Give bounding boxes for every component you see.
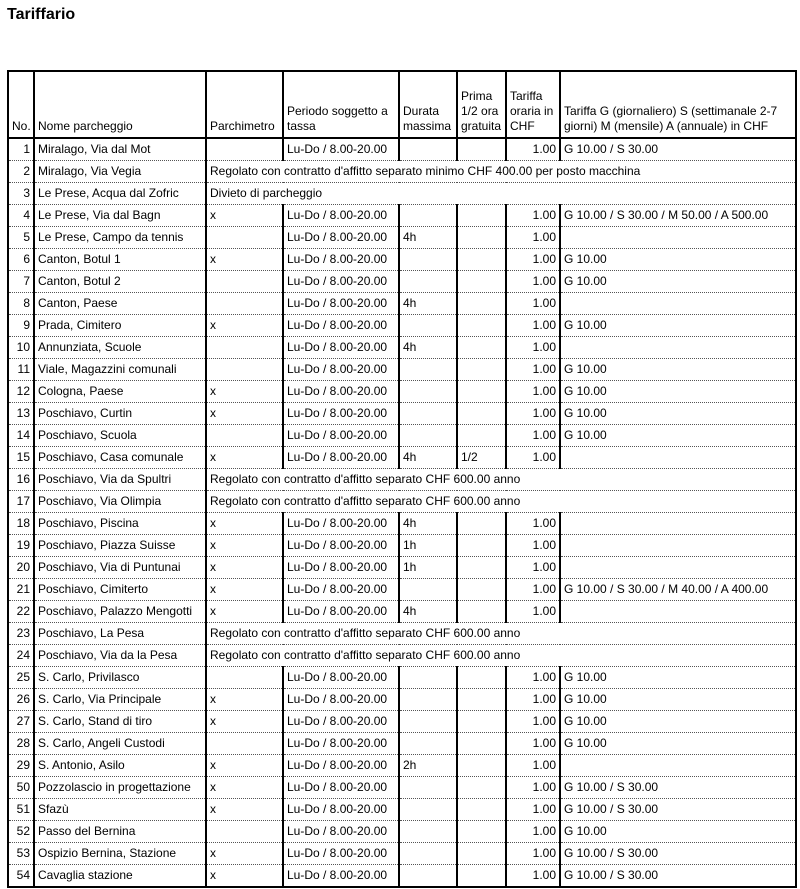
cell-no: 17 xyxy=(8,491,34,513)
cell-nome-parcheggio: Annunziata, Scuole xyxy=(34,337,206,359)
cell-periodo: Lu-Do / 8.00-20.00 xyxy=(283,667,399,689)
cell-tariffa-oraria: 1.00 xyxy=(506,447,560,469)
cell-durata-massima: 4h xyxy=(399,293,457,315)
cell-tariffa-g xyxy=(560,293,796,315)
cell-tariffa-g xyxy=(560,227,796,249)
cell-nome-parcheggio: S. Carlo, Stand di tiro xyxy=(34,711,206,733)
cell-parchimetro: x xyxy=(206,711,283,733)
cell-tariffa-oraria: 1.00 xyxy=(506,711,560,733)
cell-nome-parcheggio: Poschiavo, Piscina xyxy=(34,513,206,535)
cell-tariffa-g xyxy=(560,513,796,535)
cell-tariffa-oraria: 1.00 xyxy=(506,337,560,359)
cell-tariffa-g: G 10.00 / S 30.00 / M 40.00 / A 400.00 xyxy=(560,579,796,601)
cell-no: 27 xyxy=(8,711,34,733)
cell-tariffa-g: G 10.00 xyxy=(560,403,796,425)
cell-prima-mezzora xyxy=(457,249,506,271)
cell-periodo: Lu-Do / 8.00-20.00 xyxy=(283,447,399,469)
cell-periodo: Lu-Do / 8.00-20.00 xyxy=(283,799,399,821)
cell-nome-parcheggio: Passo del Bernina xyxy=(34,821,206,843)
cell-parchimetro: x xyxy=(206,755,283,777)
cell-tariffa-oraria: 1.00 xyxy=(506,293,560,315)
cell-durata-massima: 4h xyxy=(399,447,457,469)
cell-tariffa-g: G 10.00 xyxy=(560,425,796,447)
cell-note: Regolato con contratto d'affitto separato minimo CHF 400.00 per posto macchina xyxy=(206,161,796,183)
cell-no: 14 xyxy=(8,425,34,447)
cell-tariffa-oraria: 1.00 xyxy=(506,381,560,403)
table-row xyxy=(8,425,796,447)
cell-nome-parcheggio: Poschiavo, La Pesa xyxy=(34,623,206,645)
cell-nome-parcheggio: Poschiavo, Via da Spultri xyxy=(34,469,206,491)
cell-nome-parcheggio: Miralago, Via dal Mot xyxy=(34,138,206,161)
cell-tariffa-g: G 10.00 xyxy=(560,667,796,689)
cell-periodo: Lu-Do / 8.00-20.00 xyxy=(283,425,399,447)
cell-no: 54 xyxy=(8,865,34,888)
cell-tariffa-g: G 10.00 / S 30.00 xyxy=(560,138,796,161)
cell-tariffa-g: G 10.00 xyxy=(560,249,796,271)
cell-prima-mezzora xyxy=(457,865,506,888)
cell-no: 28 xyxy=(8,733,34,755)
cell-periodo: Lu-Do / 8.00-20.00 xyxy=(283,337,399,359)
cell-tariffa-oraria: 1.00 xyxy=(506,513,560,535)
table-row xyxy=(8,843,796,865)
table-row xyxy=(8,161,796,183)
cell-parchimetro: x xyxy=(206,865,283,888)
cell-periodo: Lu-Do / 8.00-20.00 xyxy=(283,865,399,888)
cell-tariffa-oraria: 1.00 xyxy=(506,733,560,755)
cell-nome-parcheggio: Poschiavo, Curtin xyxy=(34,403,206,425)
cell-prima-mezzora xyxy=(457,689,506,711)
cell-tariffa-oraria: 1.00 xyxy=(506,403,560,425)
cell-parchimetro xyxy=(206,337,283,359)
cell-no: 10 xyxy=(8,337,34,359)
cell-prima-mezzora xyxy=(457,293,506,315)
cell-periodo: Lu-Do / 8.00-20.00 xyxy=(283,403,399,425)
table-row xyxy=(8,337,796,359)
cell-no: 5 xyxy=(8,227,34,249)
cell-periodo: Lu-Do / 8.00-20.00 xyxy=(283,205,399,227)
cell-prima-mezzora xyxy=(457,337,506,359)
cell-no: 11 xyxy=(8,359,34,381)
cell-nome-parcheggio: Poschiavo, Via Olimpia xyxy=(34,491,206,513)
cell-tariffa-oraria: 1.00 xyxy=(506,777,560,799)
cell-durata-massima xyxy=(399,843,457,865)
cell-prima-mezzora xyxy=(457,667,506,689)
table-row xyxy=(8,601,796,623)
cell-prima-mezzora xyxy=(457,799,506,821)
cell-nome-parcheggio: S. Carlo, Angeli Custodi xyxy=(34,733,206,755)
cell-tariffa-oraria: 1.00 xyxy=(506,227,560,249)
cell-tariffa-oraria: 1.00 xyxy=(506,271,560,293)
cell-durata-massima xyxy=(399,865,457,888)
cell-note: Regolato con contratto d'affitto separato CHF 600.00 anno xyxy=(206,491,796,513)
cell-prima-mezzora xyxy=(457,755,506,777)
cell-durata-massima xyxy=(399,425,457,447)
cell-durata-massima xyxy=(399,249,457,271)
cell-no: 19 xyxy=(8,535,34,557)
cell-tariffa-g: G 10.00 xyxy=(560,381,796,403)
cell-periodo: Lu-Do / 8.00-20.00 xyxy=(283,689,399,711)
table-row xyxy=(8,755,796,777)
col-header-nome-parcheggio: Nome parcheggio xyxy=(34,71,206,138)
cell-tariffa-oraria: 1.00 xyxy=(506,755,560,777)
cell-no: 51 xyxy=(8,799,34,821)
cell-no: 22 xyxy=(8,601,34,623)
cell-tariffa-g xyxy=(560,601,796,623)
cell-note: Regolato con contratto d'affitto separato CHF 600.00 anno xyxy=(206,623,796,645)
cell-prima-mezzora xyxy=(457,821,506,843)
cell-tariffa-g: G 10.00 xyxy=(560,315,796,337)
table-row xyxy=(8,381,796,403)
table-row xyxy=(8,865,796,888)
cell-tariffa-oraria: 1.00 xyxy=(506,667,560,689)
cell-nome-parcheggio: Le Prese, Campo da tennis xyxy=(34,227,206,249)
cell-nome-parcheggio: S. Carlo, Privilasco xyxy=(34,667,206,689)
cell-no: 23 xyxy=(8,623,34,645)
table-row xyxy=(8,359,796,381)
cell-nome-parcheggio: Cavaglia stazione xyxy=(34,865,206,888)
cell-prima-mezzora xyxy=(457,403,506,425)
cell-durata-massima: 2h xyxy=(399,755,457,777)
cell-parchimetro: x xyxy=(206,381,283,403)
cell-no: 20 xyxy=(8,557,34,579)
table-row xyxy=(8,557,796,579)
cell-durata-massima xyxy=(399,315,457,337)
cell-nome-parcheggio: Le Prese, Acqua dal Zofric xyxy=(34,183,206,205)
cell-nome-parcheggio: Miralago, Via Vegia xyxy=(34,161,206,183)
cell-parchimetro: x xyxy=(206,205,283,227)
cell-tariffa-g: G 10.00 xyxy=(560,271,796,293)
cell-tariffa-oraria: 1.00 xyxy=(506,579,560,601)
cell-periodo: Lu-Do / 8.00-20.00 xyxy=(283,138,399,161)
cell-prima-mezzora xyxy=(457,535,506,557)
cell-prima-mezzora xyxy=(457,601,506,623)
cell-tariffa-g: G 10.00 / S 30.00 / M 50.00 / A 500.00 xyxy=(560,205,796,227)
cell-periodo: Lu-Do / 8.00-20.00 xyxy=(283,755,399,777)
cell-nome-parcheggio: Le Prese, Via dal Bagn xyxy=(34,205,206,227)
cell-tariffa-g: G 10.00 xyxy=(560,733,796,755)
cell-tariffa-oraria: 1.00 xyxy=(506,535,560,557)
cell-prima-mezzora xyxy=(457,227,506,249)
cell-parchimetro: x xyxy=(206,513,283,535)
cell-periodo: Lu-Do / 8.00-20.00 xyxy=(283,381,399,403)
cell-no: 4 xyxy=(8,205,34,227)
cell-durata-massima: 1h xyxy=(399,535,457,557)
cell-durata-massima xyxy=(399,359,457,381)
cell-durata-massima xyxy=(399,777,457,799)
cell-no: 50 xyxy=(8,777,34,799)
cell-parchimetro xyxy=(206,667,283,689)
cell-tariffa-g: G 10.00 xyxy=(560,711,796,733)
cell-periodo: Lu-Do / 8.00-20.00 xyxy=(283,293,399,315)
cell-parchimetro: x xyxy=(206,843,283,865)
cell-prima-mezzora xyxy=(457,843,506,865)
cell-no: 7 xyxy=(8,271,34,293)
cell-nome-parcheggio: Poschiavo, Casa comunale xyxy=(34,447,206,469)
cell-prima-mezzora xyxy=(457,315,506,337)
cell-no: 52 xyxy=(8,821,34,843)
cell-nome-parcheggio: Poschiavo, Via da la Pesa xyxy=(34,645,206,667)
cell-periodo: Lu-Do / 8.00-20.00 xyxy=(283,227,399,249)
cell-parchimetro xyxy=(206,425,283,447)
cell-periodo: Lu-Do / 8.00-20.00 xyxy=(283,557,399,579)
cell-durata-massima xyxy=(399,689,457,711)
cell-no: 53 xyxy=(8,843,34,865)
cell-note: Divieto di parcheggio xyxy=(206,183,796,205)
cell-periodo: Lu-Do / 8.00-20.00 xyxy=(283,821,399,843)
cell-tariffa-oraria: 1.00 xyxy=(506,689,560,711)
cell-parchimetro: x xyxy=(206,249,283,271)
cell-tariffa-oraria: 1.00 xyxy=(506,557,560,579)
cell-nome-parcheggio: Poschiavo, Via di Puntunai xyxy=(34,557,206,579)
cell-prima-mezzora xyxy=(457,359,506,381)
cell-nome-parcheggio: Poschiavo, Scuola xyxy=(34,425,206,447)
cell-periodo: Lu-Do / 8.00-20.00 xyxy=(283,777,399,799)
cell-tariffa-oraria: 1.00 xyxy=(506,821,560,843)
cell-tariffa-oraria: 1.00 xyxy=(506,601,560,623)
cell-parchimetro: x xyxy=(206,579,283,601)
cell-tariffa-g xyxy=(560,337,796,359)
cell-durata-massima: 4h xyxy=(399,601,457,623)
cell-parchimetro: x xyxy=(206,403,283,425)
cell-no: 2 xyxy=(8,161,34,183)
cell-no: 29 xyxy=(8,755,34,777)
tariff-table-body xyxy=(8,138,796,887)
table-row xyxy=(8,733,796,755)
cell-nome-parcheggio: Viale, Magazzini comunali xyxy=(34,359,206,381)
cell-nome-parcheggio: Poschiavo, Palazzo Mengotti xyxy=(34,601,206,623)
cell-prima-mezzora xyxy=(457,733,506,755)
table-row xyxy=(8,271,796,293)
cell-prima-mezzora xyxy=(457,205,506,227)
table-row xyxy=(8,821,796,843)
table-row xyxy=(8,315,796,337)
cell-tariffa-oraria: 1.00 xyxy=(506,799,560,821)
cell-durata-massima xyxy=(399,579,457,601)
cell-prima-mezzora xyxy=(457,557,506,579)
table-row xyxy=(8,579,796,601)
cell-periodo: Lu-Do / 8.00-20.00 xyxy=(283,315,399,337)
table-row xyxy=(8,469,796,491)
page-title: Tariffario xyxy=(7,6,76,23)
cell-periodo: Lu-Do / 8.00-20.00 xyxy=(283,579,399,601)
cell-no: 16 xyxy=(8,469,34,491)
cell-tariffa-g: G 10.00 xyxy=(560,689,796,711)
cell-durata-massima xyxy=(399,205,457,227)
cell-no: 8 xyxy=(8,293,34,315)
cell-no: 1 xyxy=(8,138,34,161)
cell-periodo: Lu-Do / 8.00-20.00 xyxy=(283,601,399,623)
cell-periodo: Lu-Do / 8.00-20.00 xyxy=(283,535,399,557)
table-row xyxy=(8,513,796,535)
cell-parchimetro: x xyxy=(206,557,283,579)
cell-prima-mezzora xyxy=(457,271,506,293)
cell-tariffa-oraria: 1.00 xyxy=(506,249,560,271)
cell-no: 15 xyxy=(8,447,34,469)
table-row xyxy=(8,623,796,645)
cell-nome-parcheggio: Prada, Cimitero xyxy=(34,315,206,337)
cell-no: 13 xyxy=(8,403,34,425)
cell-note: Regolato con contratto d'affitto separato CHF 600.00 anno xyxy=(206,645,796,667)
table-row xyxy=(8,293,796,315)
cell-tariffa-g: G 10.00 / S 30.00 xyxy=(560,865,796,888)
cell-periodo: Lu-Do / 8.00-20.00 xyxy=(283,711,399,733)
cell-nome-parcheggio: Ospizio Bernina, Stazione xyxy=(34,843,206,865)
cell-nome-parcheggio: Canton, Paese xyxy=(34,293,206,315)
cell-parchimetro: x xyxy=(206,447,283,469)
cell-tariffa-oraria: 1.00 xyxy=(506,205,560,227)
col-header-tariffa-g: Tariffa G (giornaliero) S (settimanale 2-7 giorni) M (mensile) A (annuale) in CHF xyxy=(560,71,796,138)
tariff-table-header xyxy=(8,71,796,138)
cell-no: 25 xyxy=(8,667,34,689)
cell-prima-mezzora xyxy=(457,579,506,601)
table-row xyxy=(8,205,796,227)
cell-no: 12 xyxy=(8,381,34,403)
col-header-durata-massima: Durata massima xyxy=(399,71,457,138)
col-header-prima-mezzora: Prima 1/2 ora gratuita xyxy=(457,71,506,138)
cell-nome-parcheggio: Canton, Botul 1 xyxy=(34,249,206,271)
cell-nome-parcheggio: Pozzolascio in progettazione xyxy=(34,777,206,799)
cell-tariffa-g xyxy=(560,447,796,469)
cell-tariffa-oraria: 1.00 xyxy=(506,425,560,447)
col-header-no: No. xyxy=(8,71,34,138)
table-row xyxy=(8,227,796,249)
cell-periodo: Lu-Do / 8.00-20.00 xyxy=(283,359,399,381)
cell-durata-massima: 1h xyxy=(399,557,457,579)
cell-prima-mezzora: 1/2 xyxy=(457,447,506,469)
cell-durata-massima: 4h xyxy=(399,227,457,249)
table-row xyxy=(8,799,796,821)
cell-periodo: Lu-Do / 8.00-20.00 xyxy=(283,733,399,755)
cell-tariffa-g xyxy=(560,557,796,579)
table-row xyxy=(8,183,796,205)
table-row xyxy=(8,138,796,161)
cell-prima-mezzora xyxy=(457,381,506,403)
table-row xyxy=(8,645,796,667)
cell-durata-massima xyxy=(399,711,457,733)
cell-durata-massima xyxy=(399,821,457,843)
cell-prima-mezzora xyxy=(457,777,506,799)
cell-parchimetro xyxy=(206,293,283,315)
cell-prima-mezzora xyxy=(457,513,506,535)
cell-parchimetro xyxy=(206,359,283,381)
cell-no: 24 xyxy=(8,645,34,667)
cell-parchimetro xyxy=(206,733,283,755)
cell-tariffa-g xyxy=(560,535,796,557)
col-header-periodo: Periodo soggetto a tassa xyxy=(283,71,399,138)
table-row xyxy=(8,249,796,271)
header-row xyxy=(8,71,796,138)
cell-nome-parcheggio: Poschiavo, Piazza Suisse xyxy=(34,535,206,557)
cell-tariffa-g: G 10.00 xyxy=(560,359,796,381)
cell-parchimetro xyxy=(206,271,283,293)
cell-durata-massima xyxy=(399,799,457,821)
cell-prima-mezzora xyxy=(457,425,506,447)
cell-no: 18 xyxy=(8,513,34,535)
cell-no: 21 xyxy=(8,579,34,601)
cell-periodo: Lu-Do / 8.00-20.00 xyxy=(283,249,399,271)
table-row xyxy=(8,711,796,733)
cell-prima-mezzora xyxy=(457,138,506,161)
cell-periodo: Lu-Do / 8.00-20.00 xyxy=(283,271,399,293)
table-row xyxy=(8,689,796,711)
cell-parchimetro: x xyxy=(206,535,283,557)
cell-prima-mezzora xyxy=(457,711,506,733)
table-row xyxy=(8,447,796,469)
cell-nome-parcheggio: Canton, Botul 2 xyxy=(34,271,206,293)
table-row xyxy=(8,535,796,557)
cell-tariffa-oraria: 1.00 xyxy=(506,315,560,337)
table-row xyxy=(8,491,796,513)
cell-parchimetro: x xyxy=(206,799,283,821)
cell-periodo: Lu-Do / 8.00-20.00 xyxy=(283,513,399,535)
table-row xyxy=(8,667,796,689)
table-row xyxy=(8,403,796,425)
cell-parchimetro xyxy=(206,821,283,843)
col-header-tariffa-oraria: Tariffa oraria in CHF xyxy=(506,71,560,138)
cell-no: 26 xyxy=(8,689,34,711)
cell-parchimetro: x xyxy=(206,601,283,623)
cell-tariffa-g xyxy=(560,755,796,777)
cell-parchimetro xyxy=(206,227,283,249)
cell-tariffa-oraria: 1.00 xyxy=(506,138,560,161)
cell-periodo: Lu-Do / 8.00-20.00 xyxy=(283,843,399,865)
cell-durata-massima xyxy=(399,138,457,161)
cell-durata-massima xyxy=(399,667,457,689)
cell-parchimetro xyxy=(206,138,283,161)
cell-nome-parcheggio: Cologna, Paese xyxy=(34,381,206,403)
cell-nome-parcheggio: S. Carlo, Via Principale xyxy=(34,689,206,711)
cell-durata-massima xyxy=(399,733,457,755)
col-header-parchimetro: Parchimetro xyxy=(206,71,283,138)
cell-tariffa-g: G 10.00 / S 30.00 xyxy=(560,799,796,821)
tariff-table xyxy=(7,70,797,888)
cell-parchimetro: x xyxy=(206,777,283,799)
table-row xyxy=(8,777,796,799)
cell-durata-massima: 4h xyxy=(399,337,457,359)
cell-nome-parcheggio: Sfazù xyxy=(34,799,206,821)
cell-durata-massima xyxy=(399,381,457,403)
cell-nome-parcheggio: Poschiavo, Cimiterto xyxy=(34,579,206,601)
cell-tariffa-oraria: 1.00 xyxy=(506,843,560,865)
cell-nome-parcheggio: S. Antonio, Asilo xyxy=(34,755,206,777)
cell-no: 3 xyxy=(8,183,34,205)
cell-durata-massima xyxy=(399,403,457,425)
cell-note: Regolato con contratto d'affitto separato CHF 600.00 anno xyxy=(206,469,796,491)
cell-tariffa-oraria: 1.00 xyxy=(506,359,560,381)
cell-no: 9 xyxy=(8,315,34,337)
cell-parchimetro: x xyxy=(206,315,283,337)
cell-tariffa-g: G 10.00 / S 30.00 xyxy=(560,843,796,865)
cell-tariffa-oraria: 1.00 xyxy=(506,865,560,888)
cell-durata-massima xyxy=(399,271,457,293)
cell-parchimetro: x xyxy=(206,689,283,711)
cell-no: 6 xyxy=(8,249,34,271)
cell-tariffa-g: G 10.00 xyxy=(560,821,796,843)
cell-durata-massima: 4h xyxy=(399,513,457,535)
cell-tariffa-g: G 10.00 / S 30.00 xyxy=(560,777,796,799)
